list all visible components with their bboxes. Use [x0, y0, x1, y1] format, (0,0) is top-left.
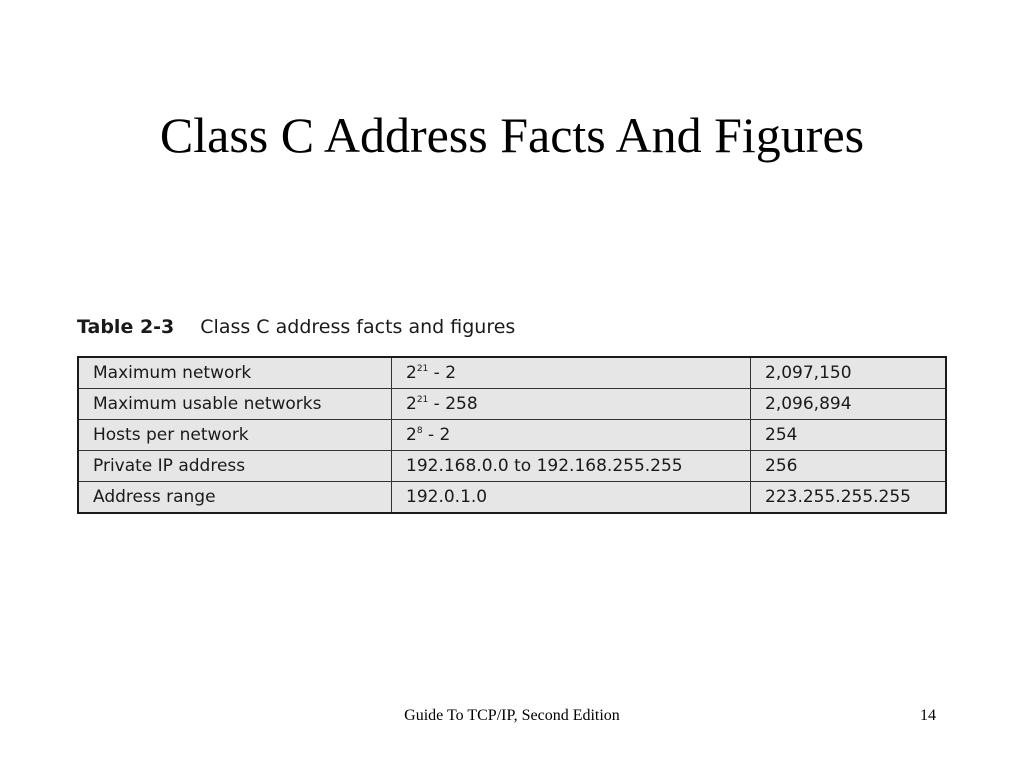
row-label: Maximum usable networks [78, 389, 392, 420]
footer-page-number: 14 [920, 707, 936, 724]
formula-exponent: 21 [416, 395, 429, 405]
formula-base: 2 [406, 363, 417, 383]
row-value: 254 [751, 420, 947, 451]
row-value: 2,097,150 [751, 357, 947, 389]
formula-exponent: 21 [416, 364, 429, 374]
formula-exponent: 8 [416, 426, 423, 436]
table-caption [77, 316, 515, 338]
formula-base: 2 [406, 425, 417, 445]
row-value: 2,096,894 [751, 389, 947, 420]
formula-base: 192.168.0.0 to 192.168.255.255 [406, 456, 683, 476]
facts-table [77, 356, 947, 514]
table-row [78, 420, 946, 451]
row-value: 256 [751, 451, 947, 482]
row-label: Private IP address [78, 451, 392, 482]
slide-title: Class C Address Facts And Figures [159, 107, 865, 163]
formula-rest: - 258 [428, 394, 478, 414]
formula-base: 192.0.1.0 [406, 487, 488, 507]
table-row [78, 357, 946, 389]
formula-rest: - 2 [428, 363, 457, 383]
table-caption-label: Table 2-3 [77, 316, 175, 338]
row-label: Hosts per network [78, 420, 392, 451]
row-formula [392, 389, 751, 420]
row-formula [392, 420, 751, 451]
row-formula [392, 482, 751, 514]
table-row [78, 451, 946, 482]
formula-rest: - 2 [422, 425, 451, 445]
row-label: Address range [78, 482, 392, 514]
row-value: 223.255.255.255 [751, 482, 947, 514]
formula-base: 2 [406, 394, 417, 414]
row-label: Maximum network [78, 357, 392, 389]
footer-book-title: Guide To TCP/IP, Second Edition [404, 707, 620, 724]
table-row [78, 389, 946, 420]
table-caption-text: Class C address facts and figures [200, 316, 516, 338]
table-row [78, 482, 946, 514]
row-formula [392, 451, 751, 482]
row-formula [392, 357, 751, 389]
